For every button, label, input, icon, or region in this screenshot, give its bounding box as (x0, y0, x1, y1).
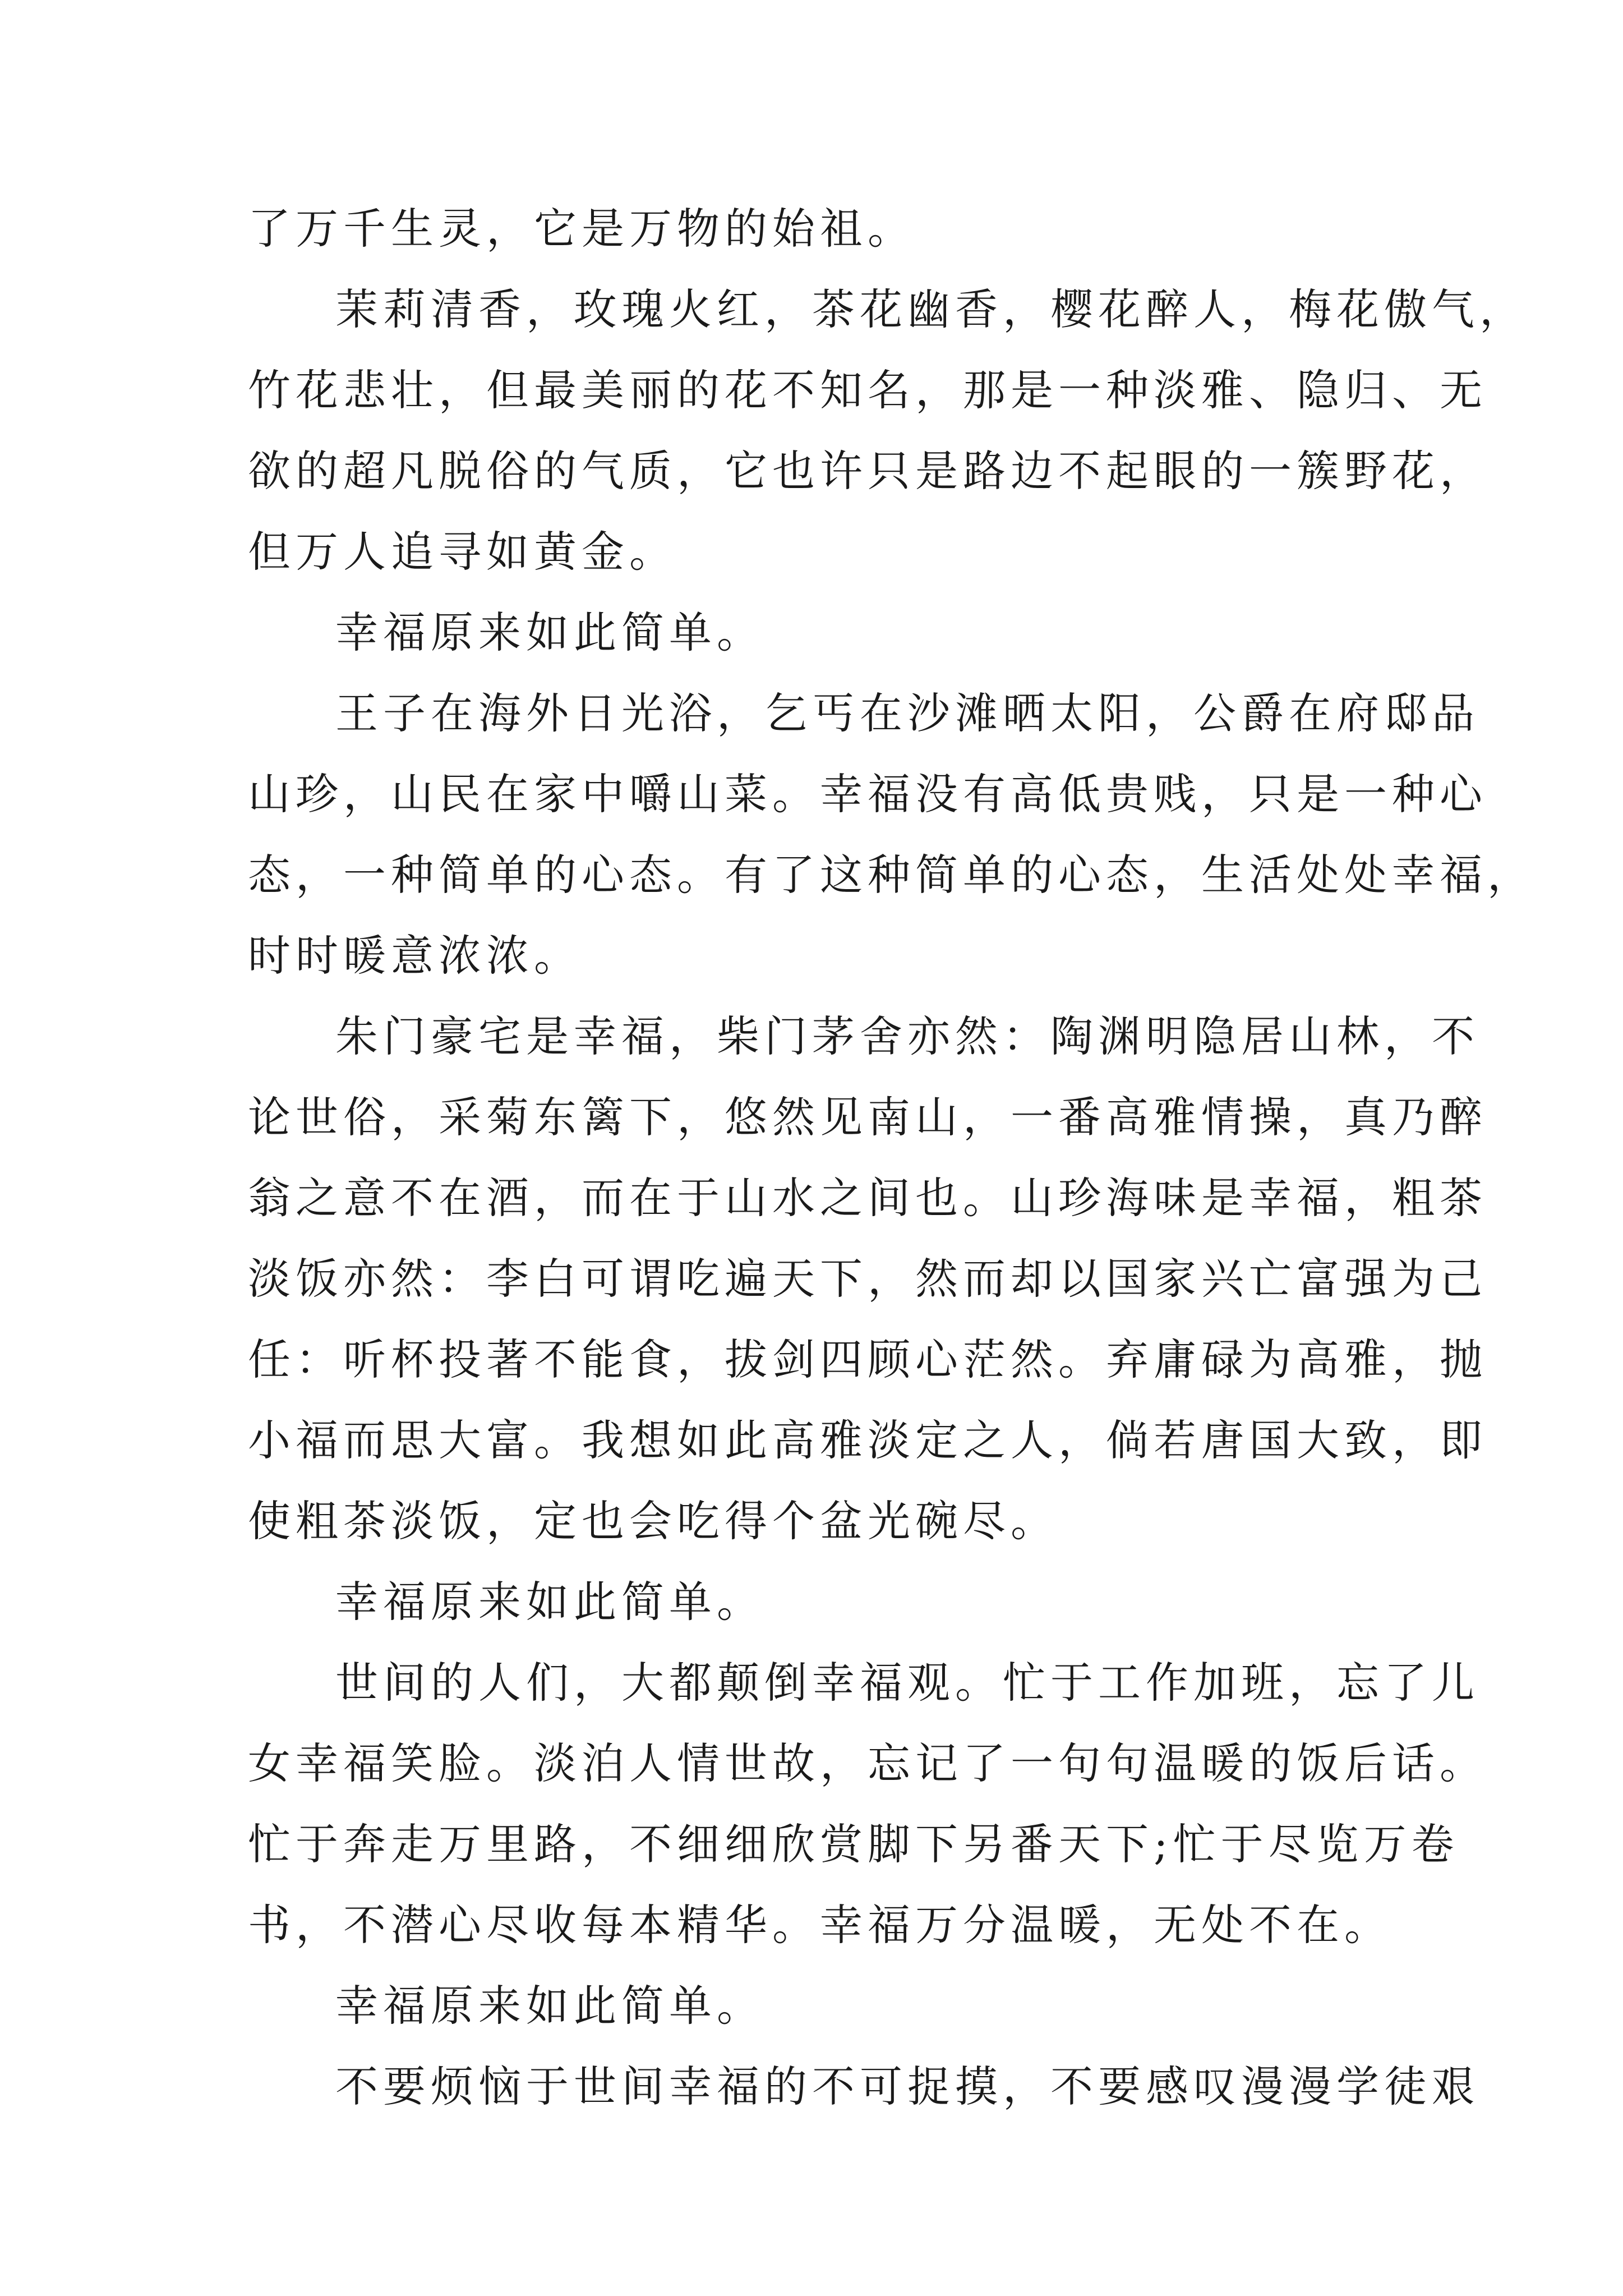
text-line: 时时暖意浓浓。 (248, 931, 582, 981)
paragraph-first-line: 朱门豪宅是幸福，柴门茅舍亦然：陶渊明隐居山林，不 (335, 1011, 1479, 1061)
text-line: 态，一种简单的心态。有了这种简单的心态，生活处处幸福， (248, 850, 1535, 900)
text-line: 淡饭亦然：李白可谓吃遍天下，然而却以国家兴亡富强为己 (248, 1254, 1487, 1304)
text-line: 女幸福笑脸。淡泊人情世故，忘记了一句句温暖的饭后话。 (248, 1738, 1487, 1788)
paragraph-first-line: 不要烦恼于世间幸福的不可捉摸，不要感叹漫漫学徒艰 (335, 2062, 1479, 2111)
paragraph-first-line: 世间的人们，大都颠倒幸福观。忙于工作加班，忘了儿 (335, 1658, 1479, 1708)
text-line: 使粗茶淡饭，定也会吃得个盆光碗尽。 (248, 1496, 1058, 1546)
text-line: 小福而思大富。我想如此高雅淡定之人，倘若唐国大致，即 (248, 1415, 1487, 1465)
refrain-line: 幸福原来如此简单。 (335, 1981, 764, 2031)
paragraph-first-line: 茉莉清香，玫瑰火红，茶花幽香，樱花醉人，梅花傲气， (335, 284, 1527, 334)
text-line: 翁之意不在酒，而在于山水之间也。山珍海味是幸福，粗茶 (248, 1173, 1487, 1223)
refrain-line: 幸福原来如此简单。 (335, 1577, 764, 1627)
text-line: 竹花悲壮，但最美丽的花不知名，那是一种淡雅、隐归、无 (248, 365, 1487, 415)
paragraph-first-line: 王子在海外日光浴，乞丐在沙滩晒太阳，公爵在府邸品 (335, 688, 1479, 738)
text-line: 了万千生灵，它是万物的始祖。 (248, 204, 915, 254)
text-line: 但万人追寻如黄金。 (248, 527, 677, 577)
text-line: 忙于奔走万里路，不细细欣赏脚下另番天下;忙于尽览万卷 (248, 1819, 1459, 1869)
text-line: 书，不潜心尽收每本精华。幸福万分温暖，无处不在。 (248, 1900, 1392, 1950)
text-line: 任：听杯投著不能食，拔剑四顾心茫然。弃庸碌为高雅，抛 (248, 1335, 1487, 1384)
text-line: 山珍，山民在家中嚼山菜。幸福没有高低贵贱，只是一种心 (248, 769, 1487, 819)
text-line: 论世俗，采菊东篱下，悠然见南山，一番高雅情操，真乃醉 (248, 1092, 1487, 1142)
refrain-line: 幸福原来如此简单。 (335, 608, 764, 657)
text-line: 欲的超凡脱俗的气质，它也许只是路边不起眼的一簇野花， (248, 446, 1487, 496)
